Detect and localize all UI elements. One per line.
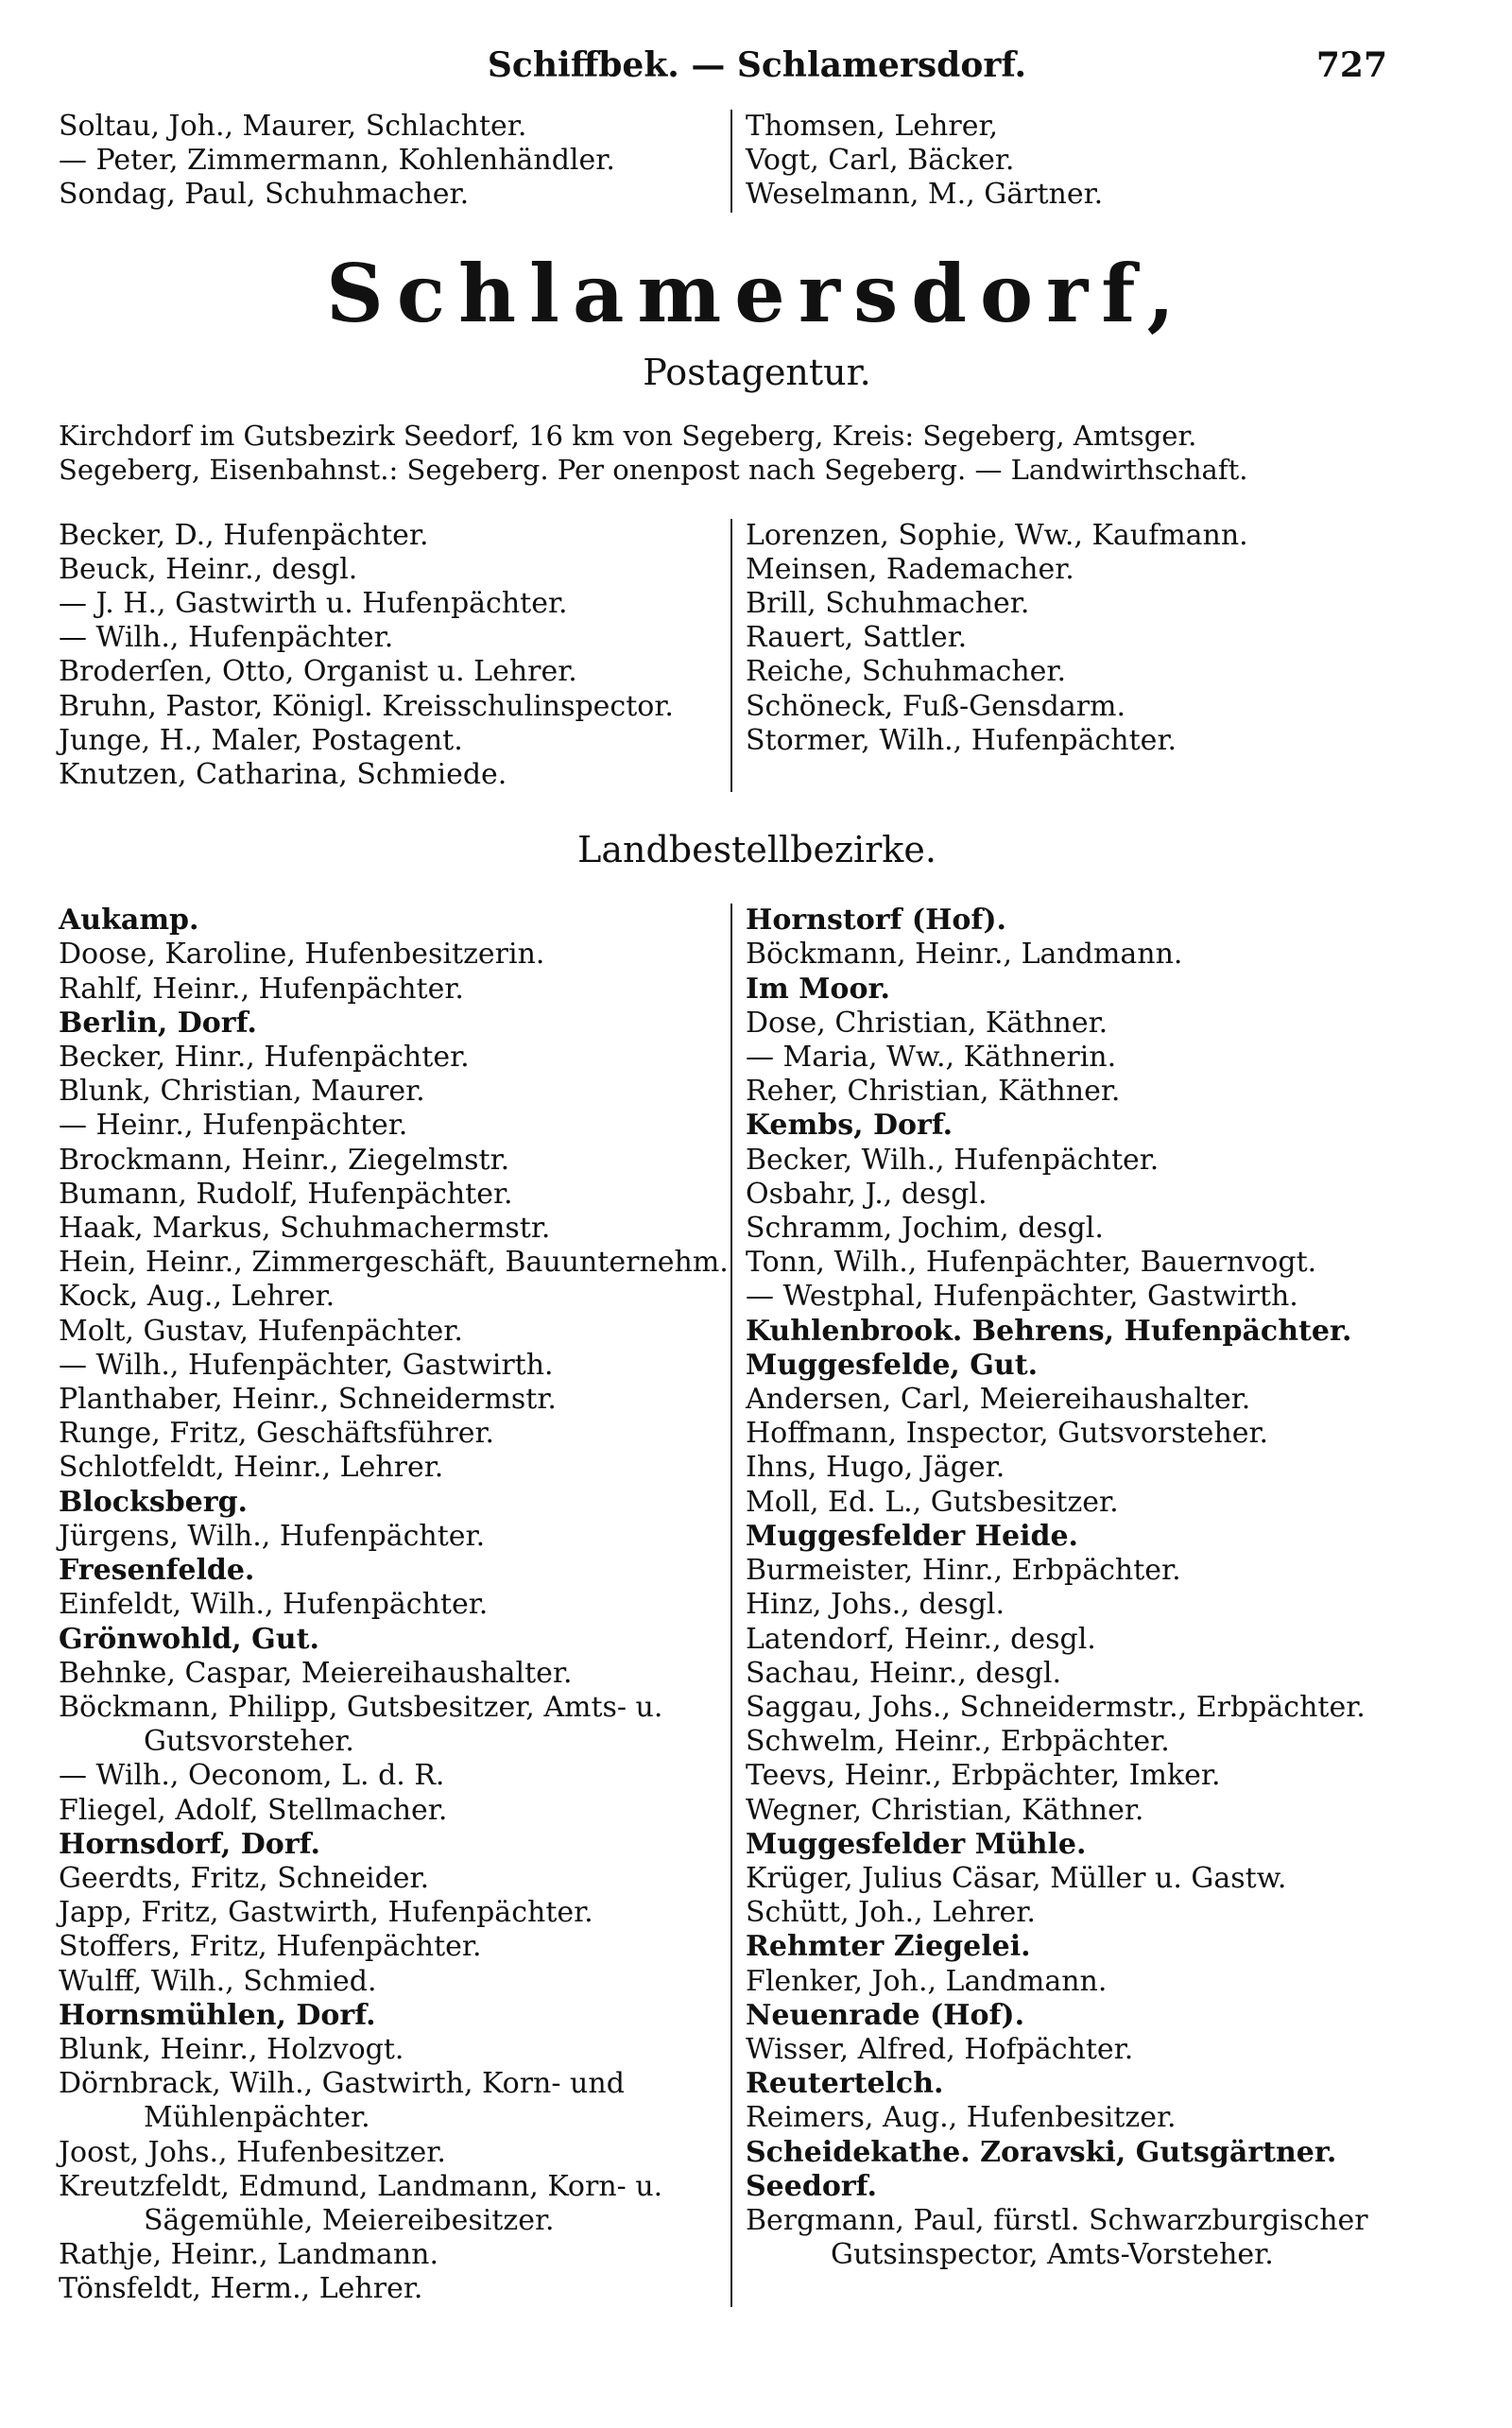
previous-place-entries [59,110,1455,213]
entry: Gutsinspector, Amts-Vorsteher. [831,2238,1274,2272]
locality-heading: Reutertelch. [746,2067,944,2101]
entry: Joost, Johs., Hufenbesitzer. [59,2135,446,2169]
place-description [59,419,1455,487]
entry: Wulff, Wilh., Schmied. [59,1964,377,1998]
entry: Vogt, Carl, Bäcker. [746,144,1015,178]
locality-heading: Aukamp. [59,904,199,938]
locality-heading: Fresenfelde. [59,1554,255,1588]
entry: Tönsfeldt, Herm., Lehrer. [59,2272,423,2306]
entry: Stormer, Wilh., Hufenpächter. [746,723,1177,757]
locality-heading: Seedorf. [746,2169,877,2203]
entry: Knutzen, Catharina, Schmiede. [59,758,507,792]
locality-heading: Kuhlenbrook. Behrens, Hufenpächter. [746,1314,1352,1348]
entry: Hein, Heinr., Zimmergeschäft, Bauunternehm. [59,1246,729,1280]
entry: Bergmann, Paul, fürstl. Schwarzburgischer [746,2203,1368,2237]
entry: — Wilh., Hufenpächter. [59,621,394,655]
entry: Gutsvorsteher. [144,1725,354,1759]
entry: Latendorf, Heinr., desgl. [746,1622,1096,1656]
locality-heading: Hornstorf (Hof). [746,904,1006,938]
locality-heading: Blocksberg. [59,1485,248,1519]
entry: Behnke, Caspar, Meiereihaushalter. [59,1656,573,1690]
entry: Tonn, Wilh., Hufenpächter, Bauernvogt. [746,1246,1317,1280]
page-number: 727 [1315,45,1387,85]
locality-heading: Neuenrade (Hof). [746,1998,1025,2032]
entry: Wegner, Christian, Käthner. [746,1793,1144,1827]
entry: Dörnbrack, Wilh., Gastwirth, Korn- und [59,2067,625,2101]
entry: Böckmann, Heinr., Landmann. [746,938,1183,972]
locality-heading: Scheidekathe. Zoravski, Gutsgärtner. [746,2135,1337,2169]
entry: — Westphal, Hufenpächter, Gastwirth. [746,1280,1298,1314]
locality-heading: Hornsmühlen, Dorf. [59,1998,376,2032]
place-subtitle: Postagentur. [643,351,871,393]
entry: Wisser, Alfred, Hofpächter. [746,2032,1134,2066]
entry: — Peter, Zimmermann, Kohlenhändler. [59,144,615,178]
entry: Böckmann, Philipp, Gutsbesitzer, Amts- u. [59,1690,663,1724]
entry: Junge, H., Maler, Postagent. [59,723,463,757]
entry: Becker, D., Hufenpächter. [59,518,429,552]
entry: Japp, Fritz, Gastwirth, Hufenpächter. [59,1896,593,1930]
entry: Runge, Fritz, Geschäftsführer. [59,1417,495,1451]
entry: Moll, Ed. L., Gutsbesitzer. [746,1485,1119,1519]
running-head [59,45,1455,93]
locality-heading: Im Moor. [746,972,890,1006]
entry: Andersen, Carl, Meiereihaushalter. [746,1383,1251,1417]
district-entries [59,904,1455,2306]
entry: Blunk, Heinr., Holzvogt. [59,2032,404,2066]
entry: Bumann, Rudolf, Hufenpächter. [59,1177,513,1211]
running-title: Schiffbek. — Schlamersdorf. [487,45,1027,85]
entry: — Wilh., Hufenpächter, Gastwirth. [59,1348,554,1382]
locality-heading: Hornsdorf, Dorf. [59,1827,320,1861]
resident-entries [59,519,1455,793]
entry: Blunk, Christian, Maurer. [59,1075,425,1109]
entry: Meinsen, Rademacher. [746,552,1074,586]
entry: Kock, Aug., Lehrer. [59,1280,335,1314]
entry: Fliegel, Adolf, Stellmacher. [59,1793,448,1827]
entry: Stoffers, Fritz, Hufenpächter. [59,1930,482,1964]
entry: Reiche, Schuhmacher. [746,655,1066,689]
districts-right-column [730,904,1455,2306]
entry: Planthaber, Heinr., Schneidermstr. [59,1383,557,1417]
entry: Thomsen, Lehrer, [746,110,999,143]
entry: Schlotfeldt, Heinr., Lehrer. [59,1451,444,1485]
entry: Rahlf, Heinr., Hufenpächter. [59,972,464,1006]
entry: Einfeldt, Wilh., Hufenpächter. [59,1588,489,1622]
entry: Schöneck, Fuß-Gensdarm. [746,689,1126,723]
entry: Ihns, Hugo, Jäger. [746,1451,1005,1485]
entry: Becker, Hinr., Hufenpächter. [59,1041,470,1075]
locality-heading: Muggesfelder Mühle. [746,1827,1087,1861]
entry: Flenker, Joh., Landmann. [746,1964,1108,1998]
entry: Sondag, Paul, Schuhmacher. [59,178,470,212]
entry: Schramm, Jochim, desgl. [746,1212,1104,1246]
entry: Reher, Christian, Käthner. [746,1075,1121,1109]
districts-left-column [59,904,730,2306]
entry: Brockmann, Heinr., Ziegelmstr. [59,1143,510,1177]
entry: Geerdts, Fritz, Schneider. [59,1861,430,1895]
residents-right-column [730,519,1455,793]
entry: — J. H., Gastwirth u. Hufenpächter. [59,587,568,621]
entry: — Heinr., Hufenpächter. [59,1109,408,1143]
residents-left-column [59,519,730,793]
entry: Hoffmann, Inspector, Gutsvorsteher. [746,1417,1269,1451]
entry: Burmeister, Hinr., Erbpächter. [746,1554,1181,1588]
previous-place-right-column [730,110,1455,213]
entry: Osbahr, J., desgl. [746,1177,988,1211]
entry: Becker, Wilh., Hufenpächter. [746,1143,1160,1177]
entry: Krüger, Julius Cäsar, Müller u. Gastw. [746,1861,1287,1895]
entry: Weselmann, M., Gärtner. [746,178,1104,212]
entry: Brill, Schuhmacher. [746,587,1030,621]
entry: Rauert, Sattler. [746,621,968,655]
entry: Doose, Karoline, Hufenbesitzerin. [59,938,545,972]
districts-heading: Landbestellbezirke. [577,829,936,871]
locality-heading: Muggesfelder Heide. [746,1519,1078,1553]
entry: Soltau, Joh., Maurer, Schlachter. [59,110,527,143]
description-line: Kirchdorf im Gutsbezirk Seedorf, 16 km von Segeberg, Kreis: Segeberg, Amtsger. [59,419,1197,452]
entry: Schwelm, Heinr., Erbpächter. [746,1725,1170,1759]
entry: Hinz, Johs., desgl. [746,1588,1005,1622]
entry: Lorenzen, Sophie, Ww., Kaufmann. [746,518,1248,552]
locality-heading: Grönwohld, Gut. [59,1622,319,1656]
previous-place-left-column [59,110,730,213]
entry: Kreutzfeldt, Edmund, Landmann, Korn- u. [59,2169,663,2203]
entry: Mühlenpächter. [144,2101,370,2135]
description-line: Segeberg, Eisenbahnst.: Segeberg. Per onenpost nach Segeberg. — Landwirthschaft. [59,453,1248,486]
entry: Teevs, Heinr., Erbpächter, Imker. [746,1759,1221,1793]
entry: Molt, Gustav, Hufenpächter. [59,1314,463,1348]
entry: Reimers, Aug., Hufenbesitzer. [746,2101,1177,2135]
locality-heading: Berlin, Dorf. [59,1006,257,1040]
locality-heading: Muggesfelde, Gut. [746,1348,1039,1382]
entry: Rathje, Heinr., Landmann. [59,2238,438,2272]
locality-heading: Rehmter Ziegelei. [746,1930,1031,1964]
entry: Sägemühle, Meiereibesitzer. [144,2203,555,2237]
place-title: Schlamersdorf, [326,246,1188,340]
entry: Beuck, Heinr., desgl. [59,552,358,586]
entry: Schütt, Joh., Lehrer. [746,1896,1036,1930]
entry: Dose, Christian, Käthner. [746,1006,1108,1040]
entry: Jürgens, Wilh., Hufenpächter. [59,1519,486,1553]
entry: Haak, Markus, Schuhmachermstr. [59,1212,551,1246]
entry: — Maria, Ww., Käthnerin. [746,1041,1117,1075]
entry: Broderſen, Otto, Organist u. Lehrer. [59,655,577,689]
entry: Sachau, Heinr., desgl. [746,1656,1062,1690]
entry: — Wilh., Oeconom, L. d. R. [59,1759,445,1793]
locality-heading: Kembs, Dorf. [746,1109,954,1143]
entry: Bruhn, Pastor, Königl. Kreisschulinspector. [59,689,674,723]
entry: Saggau, Johs., Schneidermstr., Erbpächter. [746,1690,1366,1724]
